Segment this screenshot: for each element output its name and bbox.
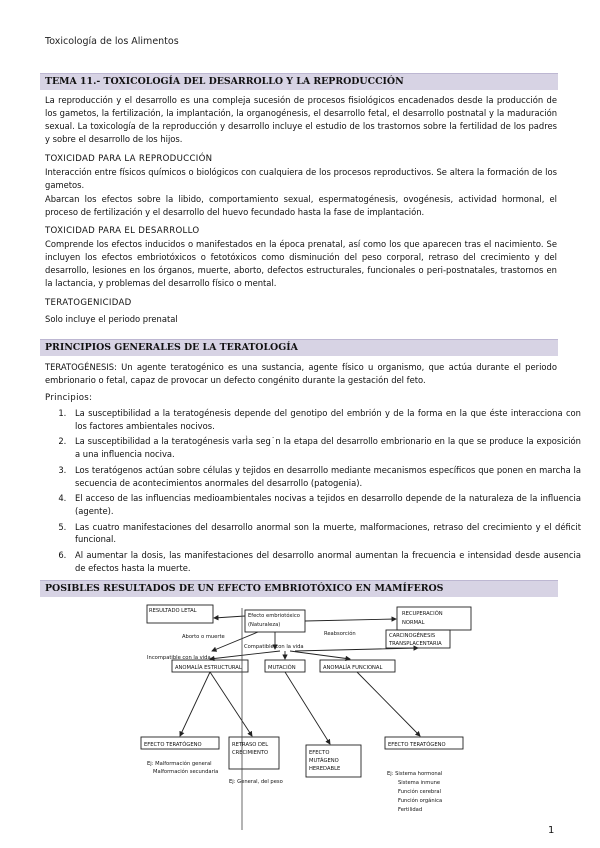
label-efecto-teratogeno-2: EFECTO TERATÓGENO bbox=[388, 742, 446, 748]
label-carcinogenesis-sub: TRANSPLACENTARIA bbox=[389, 641, 442, 647]
label-ej3-3: Función orgánica bbox=[398, 798, 443, 804]
label-retraso-1: RETRASO DEL bbox=[232, 742, 269, 748]
principle-item: 1. La susceptibilidad a la teratogénesis depende del genotipo del embrión y de la forma en la que éste interacciona con los factores ambientales nocivos. bbox=[69, 407, 581, 432]
repro-toxicity-title: TOXICIDAD PARA LA REPRODUCCIÓN bbox=[45, 154, 213, 164]
principle-item: 6. Al aumentar la dosis, las manifestaciones del desarrollo anormal aumentan la frecuencia e intensidad desde ausencia de efectos hasta la muerte. bbox=[69, 549, 581, 574]
label-mutacion: MUTACIÓN bbox=[268, 665, 296, 671]
teratogenicity-title: TERATOGENICIDAD bbox=[45, 298, 132, 308]
label-recuperacion-sub: NORMAL bbox=[402, 620, 425, 626]
label-ej3-1: Sistema inmune bbox=[398, 780, 441, 786]
label-efecto-embriotoxico-sub: (Naturaleza) bbox=[248, 622, 281, 628]
label-carcinogenesis: CARCINOGÉNESIS bbox=[389, 633, 436, 639]
principle-item: 3. Los teratógenos actúan sobre células y tejidos en desarrollo mediante mecanismos específicos que ponen en marcha la secuencia de acontecimientos anormales del desarrollo (patogenia). bbox=[69, 464, 581, 489]
label-retraso-2: CRECIMIENTO bbox=[232, 750, 269, 756]
repro-paragraph-1: Interacción entre físicos químicos o biológicos con cualquiera de los procesos reproductivos. Se altera la formación de los gametos. bbox=[45, 167, 557, 190]
label-heredable: HEREDABLE bbox=[309, 766, 341, 772]
label-anomalia-estructural: ANOMALÍA ESTRUCTURAL bbox=[175, 665, 242, 671]
principle-item: 4. El acceso de las influencias medioambientales nocivas a tejidos en desarrollo depende de la naturaleza de la influencia (agente). bbox=[69, 492, 581, 517]
label-ej2: Ej: General, del peso bbox=[229, 779, 283, 785]
page-header: Toxicología de los Alimentos bbox=[45, 36, 179, 47]
label-efecto-3: EFECTO bbox=[309, 750, 330, 756]
teratogenesis-definition: TERATOGÉNESIS: Un agente teratogénico es una sustancia, agente físico u organismo, que actúa durante el periodo embrionario o fetal, capaz de provocar un defecto congénito durante la gestación del feto. bbox=[45, 362, 557, 385]
intro-paragraph: La reproducción y el desarrollo es una compleja sucesión de procesos fisiológicos encadenados desde la producción de los gametos, la fertilización, la implantación, la organogénesis, el desarrollo fetal, el desarrollo postnatal y la maduración sexual. La toxicología de la reproducción y desarrollo incluye el estudio de los trastornos sobre la fertilidad de los padres y sobre el desarrollo de los hijos. bbox=[45, 95, 557, 144]
repro-paragraph-2: Abarcan los efectos sobre la libido, comportamiento sexual, espermatogénesis, ovogénesis, actividad hormonal, el proceso de fertilización y el desarrollo del huevo fecundado hasta la fase de implantación. bbox=[45, 194, 557, 217]
section-heading-text: PRINCIPIOS GENERALES DE LA TERATOLOGÍA bbox=[45, 342, 298, 353]
principle-item: 2. La susceptibilidad a la teratogénesis varÌa seg˙n la etapa del desarrollo embrionario en la que se produce la exposición a una influencia nociva. bbox=[69, 435, 581, 460]
teratogenicity-paragraph: Solo incluye el periodo prenatal bbox=[45, 314, 178, 324]
principles-label: Principios: bbox=[45, 393, 93, 403]
section-heading-text: TEMA 11.- TOXICOLOGÍA DEL DESARROLLO Y LA REPRODUCCIÓN bbox=[45, 76, 404, 87]
dev-paragraph: Comprende los efectos inducidos o manifestados en la época prenatal, así como los que aparecen tras el nacimiento. Se incluyen los efectos embriotóxicos o fetotóxicos como disminución del peso corporal, retraso del crecimiento y del desarrollo, lesiones en los órganos, muerte, aborto, defectos estructurales, funcionales o peri-postnatales, trastornos en la lactancia, y problemas del desarrollo físico o mental. bbox=[45, 239, 557, 288]
section-heading-text: POSIBLES RESULTADOS DE UN EFECTO EMBRIOTÓXICO EN MAMÍFEROS bbox=[45, 583, 444, 594]
label-ej1-b: Malformación secundaria bbox=[153, 769, 219, 775]
label-ej1-a: Ej: Malformación general bbox=[147, 761, 212, 767]
label-efecto-embriotoxico: Efecto embriotóxico bbox=[248, 613, 300, 619]
label-anomalia-funcional: ANOMALÍA FUNCIONAL bbox=[323, 665, 383, 671]
label-ej3-2: Función cerebral bbox=[398, 789, 441, 795]
label-ej3-4: Fertilidad bbox=[398, 807, 423, 813]
principle-item: 5. Las cuatro manifestaciones del desarrollo anormal son la muerte, malformaciones, retraso del crecimiento y el déficit funcional. bbox=[69, 521, 581, 546]
label-resultado-letal: RESULTADO LETAL bbox=[149, 608, 197, 614]
label-recuperacion: RECUPERACIÓN bbox=[402, 611, 443, 617]
dev-toxicity-title: TOXICIDAD PARA EL DESARROLLO bbox=[45, 226, 200, 236]
label-reabsorcion: Reabsorción bbox=[324, 631, 356, 637]
label-efecto-teratogeno-1: EFECTO TERATÓGENO bbox=[144, 742, 202, 748]
label-mutageno: MUTÁGENO bbox=[309, 758, 339, 764]
label-aborto: Aborto o muerte bbox=[182, 634, 225, 640]
label-compatible: Compatible con la vida bbox=[244, 644, 304, 650]
label-incompatible: Incompatible con la vida bbox=[147, 655, 211, 661]
label-ej3-0: Ej: Sistema hormonal bbox=[387, 771, 443, 777]
page-number: 1 bbox=[548, 825, 555, 836]
